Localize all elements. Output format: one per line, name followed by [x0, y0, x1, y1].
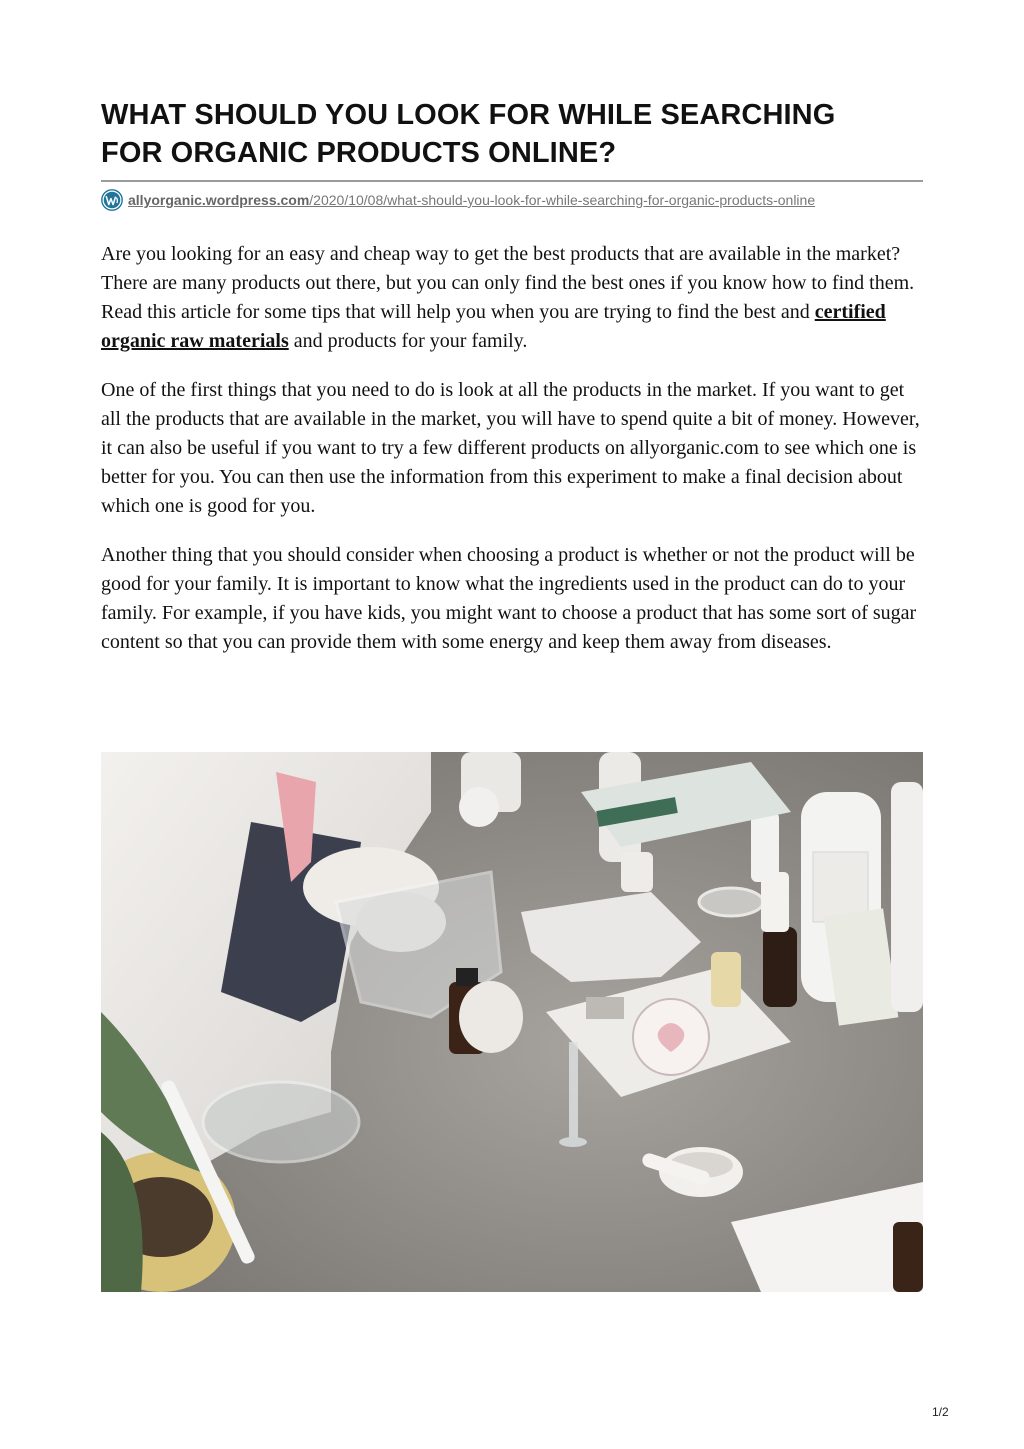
title-divider	[101, 180, 923, 182]
article-body	[101, 240, 923, 677]
page-title	[101, 96, 923, 172]
wordpress-icon	[101, 189, 123, 211]
paragraph-1	[101, 240, 923, 356]
page-number: 1/2	[932, 1405, 949, 1419]
title-line-2: FOR ORGANIC PRODUCTS ONLINE?	[101, 137, 617, 169]
paragraph-1-text: Are you looking for an easy and cheap way to get the best products that are available in the market? There are many products out there, but you can only find the best ones if you know how to find them. Read this article for some tips that will help you when you are trying to find the best and	[101, 243, 915, 323]
paragraph-3: Another thing that you should consider when choosing a product is whether or not the product will be good for your family. It is important to know what the ingredients used in the product can do to your family. For example, if you have kids, you might want to choose a product that has some sort of sugar content so that you can provide them with some energy and keep them away from diseases.	[101, 544, 917, 653]
article-photo	[101, 752, 923, 1292]
source-line	[101, 189, 815, 211]
lab-scene-illustration	[101, 752, 923, 1292]
paragraph-1-text-end: and products for your family.	[288, 330, 528, 352]
source-path: /2020/10/08/what-should-you-look-for-while-searching-for-organic-products-online	[309, 192, 816, 208]
title-line-1: WHAT SHOULD YOU LOOK FOR WHILE SEARCHING	[101, 99, 836, 131]
source-url-link[interactable]	[128, 192, 815, 208]
source-domain: allyorganic.wordpress.com	[128, 192, 310, 208]
paragraph-2: One of the first things that you need to do is look at all the products in the market. If you want to get all the products that are available in the market, you will have to spend quite a bit of money. However, it can also be useful if you want to try a few different products on allyorganic.com to see which one is better for you. You can then use the information from this experiment to make a final decision about which one is good for you.	[101, 379, 920, 517]
certified-organic-link[interactable]: certified organic raw materials	[101, 301, 886, 352]
